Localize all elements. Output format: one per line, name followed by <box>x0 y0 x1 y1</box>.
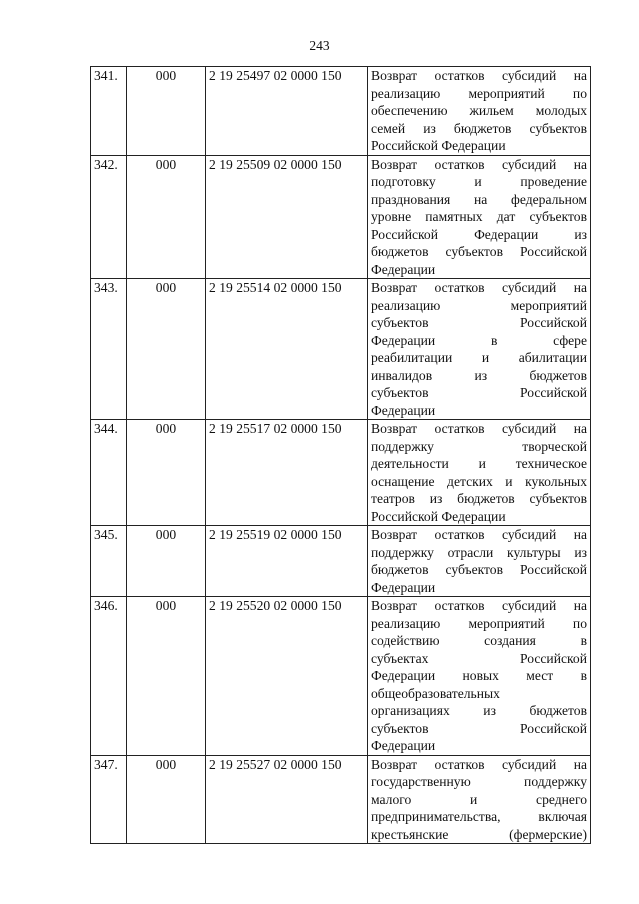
revenue-name-line: подготовку и проведение <box>371 174 587 189</box>
revenue-name-line: Возврат остатков субсидий на <box>371 756 587 772</box>
budget-code: 2 19 25520 02 0000 150 <box>206 597 368 756</box>
revenue-name-line: Возврат остатков субсидий на <box>371 598 587 613</box>
admin-code: 000 <box>127 155 206 279</box>
row-number: 342. <box>91 155 127 279</box>
revenue-name-line: крестьянские (фермерские) <box>371 826 587 842</box>
revenue-name-line: Федерации новых мест в <box>371 668 587 683</box>
revenue-name-line: субъектов Российской <box>371 315 587 330</box>
revenue-name-line: субъектов Российской <box>371 385 587 400</box>
revenue-name-line: реализацию мероприятий по <box>371 615 587 631</box>
revenue-name <box>368 155 591 279</box>
table-row <box>91 526 591 597</box>
row-number: 345. <box>91 526 127 597</box>
table-row <box>91 597 591 756</box>
table-row <box>91 755 591 844</box>
row-number: 341. <box>91 67 127 156</box>
revenue-name-line: бюджетов субъектов Российской <box>371 562 587 577</box>
admin-code: 000 <box>127 279 206 420</box>
admin-code: 000 <box>127 755 206 844</box>
row-number: 346. <box>91 597 127 756</box>
revenue-name <box>368 279 591 420</box>
admin-code: 000 <box>127 420 206 526</box>
row-number: 347. <box>91 755 127 844</box>
budget-classification-table <box>90 66 591 844</box>
revenue-name <box>368 755 591 844</box>
budget-code: 2 19 25517 02 0000 150 <box>206 420 368 526</box>
revenue-name-line: Федерации <box>371 402 436 418</box>
revenue-name-line: реализацию мероприятий по <box>371 85 587 101</box>
revenue-name-line: субъектов Российской <box>371 720 587 736</box>
budget-code: 2 19 25527 02 0000 150 <box>206 755 368 844</box>
budget-code: 2 19 25514 02 0000 150 <box>206 279 368 420</box>
revenue-name-line: предпринимательства, включая <box>371 809 587 824</box>
revenue-name-line: субъектах Российской <box>371 650 587 666</box>
revenue-name-line: обеспечению жильем молодых <box>371 103 587 118</box>
revenue-name-line: малого и среднего <box>371 791 587 807</box>
revenue-name <box>368 526 591 597</box>
revenue-name-line: Федерации в сфере <box>371 332 587 348</box>
table-row <box>91 279 591 420</box>
revenue-name-line: Федерации <box>371 579 436 595</box>
table-row <box>91 67 591 156</box>
table-row <box>91 155 591 279</box>
admin-code: 000 <box>127 597 206 756</box>
budget-code: 2 19 25519 02 0000 150 <box>206 526 368 597</box>
revenue-name-line: общеобразовательных <box>371 685 500 701</box>
revenue-name-line: Возврат остатков субсидий на <box>371 527 587 542</box>
revenue-name-line: Российской Федерации <box>371 508 506 524</box>
revenue-name-line: Федерации <box>371 738 436 753</box>
table-body <box>91 67 591 844</box>
revenue-name <box>368 420 591 526</box>
revenue-name-line: оснащение детских и кукольных <box>371 473 587 489</box>
revenue-name-line: организациях из бюджетов <box>371 703 587 718</box>
revenue-name-line: Возврат остатков субсидий на <box>371 68 587 83</box>
revenue-name-line: поддержку отрасли культуры из <box>371 544 587 560</box>
admin-code: 000 <box>127 67 206 156</box>
table-row <box>91 420 591 526</box>
revenue-name-line: инвалидов из бюджетов <box>371 367 587 383</box>
revenue-name-line: реализацию мероприятий <box>371 297 587 313</box>
revenue-name-line: деятельности и техническое <box>371 456 587 471</box>
page-number: 243 <box>309 38 330 53</box>
revenue-name-line: Федерации <box>371 261 436 277</box>
revenue-name <box>368 597 591 756</box>
revenue-name <box>368 67 591 156</box>
row-number: 343. <box>91 279 127 420</box>
revenue-name-line: поддержку творческой <box>371 438 587 454</box>
revenue-name-line: уровне памятных дат субъектов <box>371 209 587 224</box>
revenue-name-line: семей из бюджетов субъектов <box>371 120 587 136</box>
revenue-name-line: Российской Федерации <box>371 138 506 153</box>
budget-code: 2 19 25509 02 0000 150 <box>206 155 368 279</box>
revenue-name-line: Возврат остатков субсидий на <box>371 421 587 436</box>
revenue-name-line: Возврат остатков субсидий на <box>371 280 587 295</box>
budget-code: 2 19 25497 02 0000 150 <box>206 67 368 156</box>
revenue-name-line: бюджетов субъектов Российской <box>371 244 587 259</box>
revenue-name-line: реабилитации и абилитации <box>371 350 587 365</box>
revenue-name-line: государственную поддержку <box>371 774 587 789</box>
revenue-name-line: Возврат остатков субсидий на <box>371 156 587 172</box>
admin-code: 000 <box>127 526 206 597</box>
revenue-name-line: празднования на федеральном <box>371 191 587 207</box>
row-number: 344. <box>91 420 127 526</box>
revenue-name-line: содействию создания в <box>371 633 587 648</box>
revenue-name-line: Российской Федерации из <box>371 226 587 242</box>
revenue-name-line: театров из бюджетов субъектов <box>371 491 587 506</box>
